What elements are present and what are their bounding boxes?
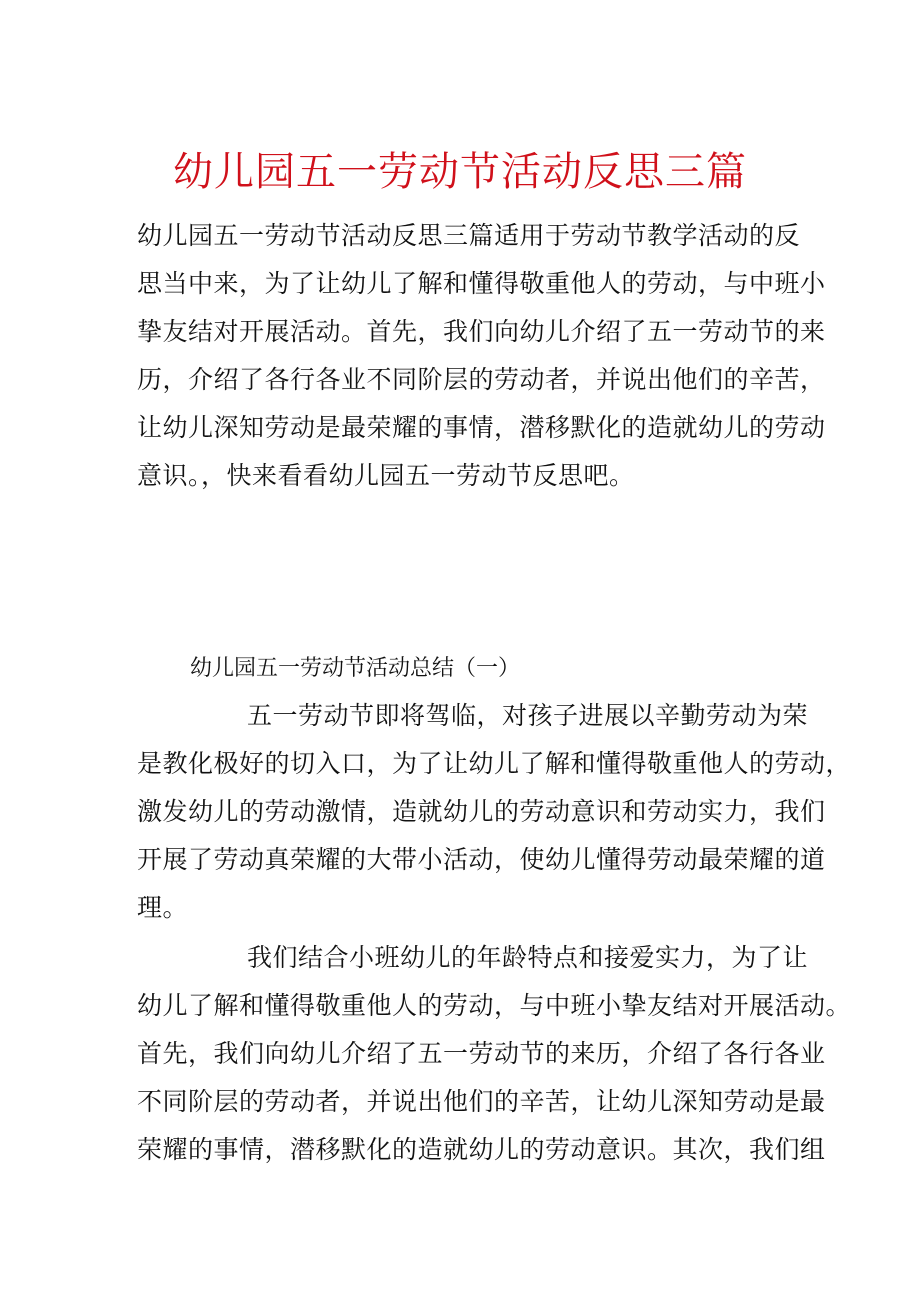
paragraph-line: 幼儿了解和懂得敬重他人的劳动，与中班小挚友结对开展活动。 xyxy=(137,991,852,1020)
intro-line: 挚友结对开展活动。首先，我们向幼儿介绍了五一劳动节的来 xyxy=(137,317,826,346)
paragraph-line: 不同阶层的劳动者，并说出他们的辛苦，让幼儿深知劳动是最 xyxy=(137,1087,826,1116)
intro-line: 历，介绍了各行各业不同阶层的劳动者，并说出他们的辛苦， xyxy=(137,365,826,394)
paragraph-line: 首先，我们向幼儿介绍了五一劳动节的来历，介绍了各行各业 xyxy=(137,1039,826,1068)
document-title: 幼儿园五一劳动节活动反思三篇 xyxy=(173,149,747,195)
paragraph-line: 五一劳动节即将驾临，对孩子进展以辛勤劳动为荣 xyxy=(247,701,809,730)
paragraph-line: 激发幼儿的劳动激情，造就幼儿的劳动意识和劳动实力，我们 xyxy=(137,797,826,826)
intro-line: 意识。，快来看看幼儿园五一劳动节反思吧。 xyxy=(137,461,635,490)
paragraph-line: 开展了劳动真荣耀的大带小活动，使幼儿懂得劳动最荣耀的道 xyxy=(137,845,826,874)
intro-line: 思当中来，为了让幼儿了解和懂得敬重他人的劳动，与中班小 xyxy=(137,269,826,298)
paragraph-line: 理。 xyxy=(137,893,189,922)
paragraph-line: 荣耀的事情，潜移默化的造就幼儿的劳动意识。其次，我们组 xyxy=(137,1135,826,1164)
paragraph-line: 是教化极好的切入口，为了让幼儿了解和懂得敬重他人的劳动， xyxy=(137,749,852,778)
intro-line: 幼儿园五一劳动节活动反思三篇适用于劳动节教学活动的反 xyxy=(137,221,801,250)
paragraph-line: 我们结合小班幼儿的年龄特点和接爱实力，为了让 xyxy=(247,943,809,972)
section-title: 幼儿园五一劳动节活动总结（一） xyxy=(190,656,521,681)
intro-line: 让幼儿深知劳动是最荣耀的事情，潜移默化的造就幼儿的劳动 xyxy=(137,413,826,442)
